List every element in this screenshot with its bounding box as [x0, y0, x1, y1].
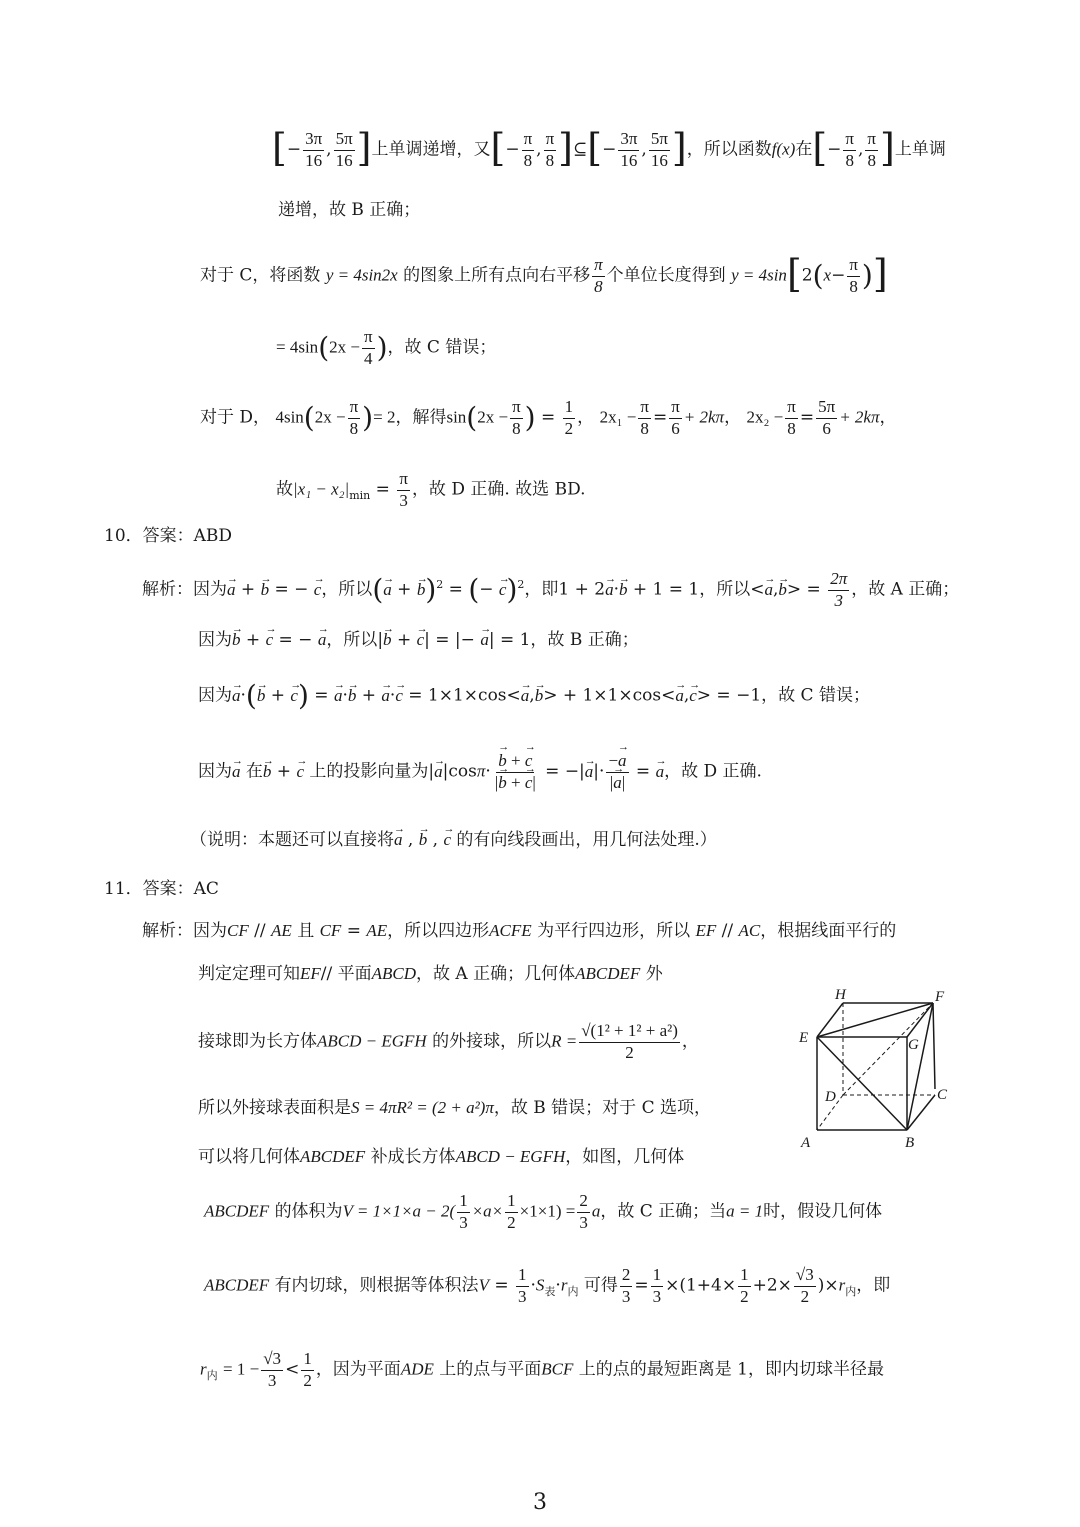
- label-H: H: [835, 987, 846, 1003]
- line-1: [− $\frac{3\pi}{16}$ , $\frac{5\pi}{16}$ ]上单调递增，又[− $\frac{\pi}{8}$ , $\frac{\pi}{8}$ ]⊆[− $\frac{3\pi}{16}$ , $\frac{5\pi}{16}$ ]，所以函数f(x)在[− $\frac{\pi}{8}$ , $\frac{\pi}{8}$ ]上单调: [272, 126, 946, 171]
- label-E: E: [799, 1030, 809, 1046]
- line-6: 故$|x_1 - x_2|_{min}$ = $\frac{\pi}{3}$ ，故 D 正确. 故选 BD.: [276, 469, 586, 510]
- q10-note: （说明：本题还可以直接将→ a , → b , → c 的有向线段画出，用几何法处理.）: [190, 828, 717, 852]
- q11-line-e: 可以将几何体ABCDEF 补成长方体ABCD − EGFH，如图，几何体: [198, 1147, 685, 1167]
- q11-line-g: ABCDEF 有内切球，则根据等体积法V = $\frac{1}{3}$ $\cdot S_表\cdot r_内$ 可得 $\frac{2}{3}$ = $\frac{1}{3}$ ×(1+4× $\frac{1}{2}$ +2× $\frac{√3}{2}$ )$\times r_内$，即: [204, 1265, 891, 1306]
- label-B: B: [905, 1135, 915, 1150]
- q11-line-h: $r_内 = 1$ − $\frac{√3}{3}$ < $\frac{1}{2}$ ，因为平面ADE 上的点与平面BCF 上的点的最短距离是 1，即内切球半径最: [200, 1349, 885, 1390]
- label-A: A: [801, 1135, 811, 1150]
- q10-line-d: 因为→ a 在→ b + → c 上的投影向量为|→ a|cosπ· → $\frac{b + \to c}{|\to b + \to c|}$ = −|→ a|· $\frac{-\to a}{|\to a|}$ = → a，故 D 正确.: [198, 752, 762, 792]
- label-D: D: [825, 1089, 836, 1105]
- q10-line-a: 解析：因为→ a + → b = − → c，所以(→ a + → b)$^2$ = (− → c)$^2$，即1 + 2→ a·→ b + 1 = 1，所以<→ a,→ b> = $\frac{2\pi}{3}$ ，故 A 正确；: [142, 570, 959, 610]
- line-2: 递增，故 B 正确；: [278, 200, 421, 220]
- q11-line-c: 接球即为长方体ABCD − EGFH 的外接球，所以R = $\frac{\text{√(1² + 1² + a²)}}{2}$ ，: [198, 1021, 699, 1062]
- cuboid-figure: [795, 985, 955, 1150]
- q10-answer: 10．答案：ABD: [104, 526, 233, 546]
- line-3: 对于 C，将函数 y = 4sin2x 的图象上所有点向右平移 $\frac{\pi}{8}$ 个单位长度得到 y = 4sin[2(x− $\frac{\pi}{8}$ )]: [200, 252, 888, 297]
- line-5: 对于 D， 4sin(2x − $\frac{\pi}{8}$ )= 2，解得sin(2x − $\frac{\pi}{8}$ ) = $\frac{1}{2}$ ， 2x₁ − $\frac{\pi}{8}$ = $\frac{\pi}{6}$ + 2kπ， 2x₂ − $\frac{\pi}{8}$ = $\frac{5\pi}{6}$ + 2kπ，: [200, 397, 897, 438]
- q11-line-b: 判定定理可知EF// 平面ABCD，故 A 正确；几何体ABCDEF 外: [198, 964, 663, 984]
- q11-line-a: 解析：因为CF // AE 且 CF = AE，所以四边形ACFE 为平行四边形，所以 EF // AC，根据线面平行的: [142, 921, 897, 941]
- q10-line-b: 因为→ b + → c = − → a，所以|→ b + → c| = |− → a| = 1，故 B 正确；: [198, 628, 639, 652]
- q11-line-d: 所以外接球表面积是S = 4πR² = (2 + a²)π，故 B 错误；对于 C 选项，: [198, 1098, 711, 1118]
- q11-line-f: ABCDEF 的体积为V = 1×1×a − 2( $\frac{1}{3}$ ×a× $\frac{1}{2}$ ×1×1) = $\frac{2}{3}$ a，故 C 正确；当a = 1时，假设几何体: [204, 1191, 883, 1232]
- label-G: G: [908, 1037, 919, 1053]
- label-C: C: [937, 1087, 948, 1103]
- q11-answer: 11．答案：AC: [104, 879, 219, 899]
- q10-line-c: 因为→ a·(→ b + → c) = → a·→ b + → a·→ c = 1×1×cos<→ a,→ b> + 1×1×cos<→ a,→ c> = −1，故 C 错误；: [198, 682, 870, 710]
- page-number: 3: [533, 1490, 547, 1515]
- label-F: F: [935, 989, 945, 1005]
- line-4: = 4sin(2x − $\frac{\pi}{4}$ )，故 C 错误；: [276, 327, 497, 368]
